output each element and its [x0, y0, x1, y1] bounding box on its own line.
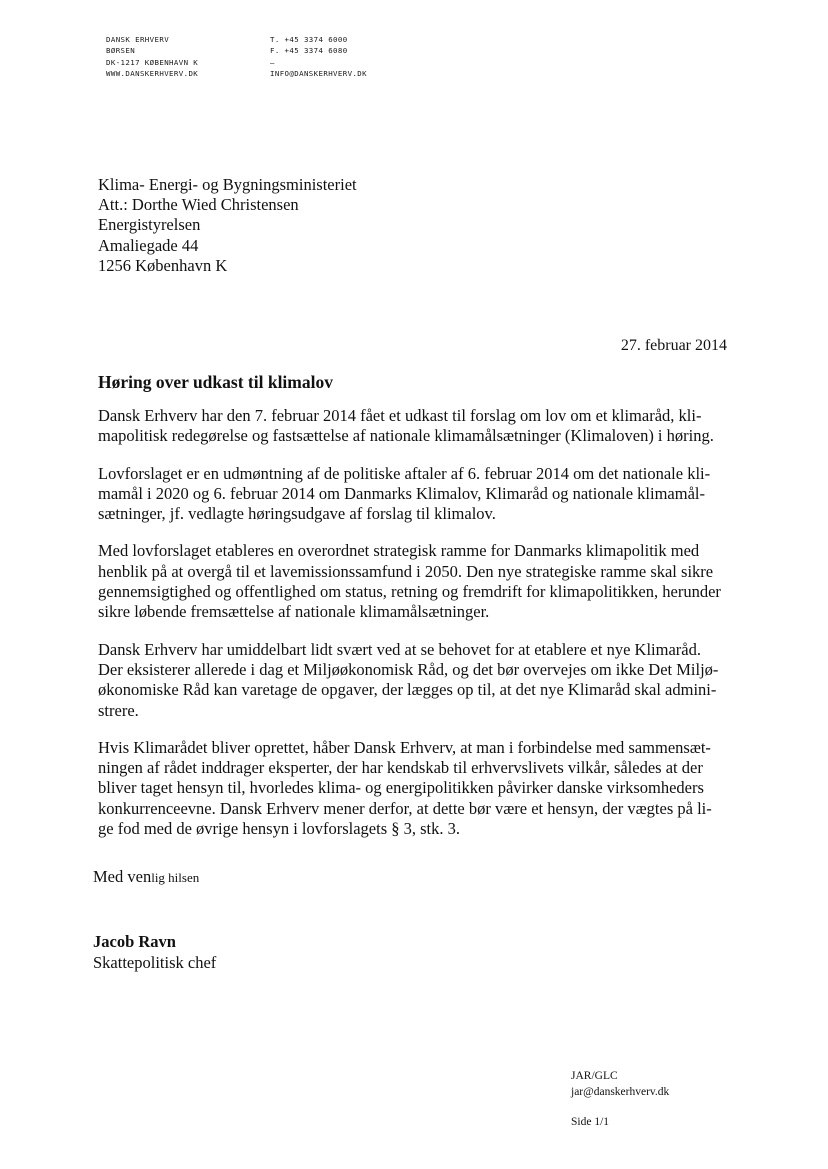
body-line: bliver taget hensyn til, hvorledes klima- og energipolitikken påvirker danske virksomheders — [98, 778, 704, 798]
signer-name: Jacob Ravn — [93, 932, 176, 951]
body-line: Med lovforslaget etableres en overordnet strategisk ramme for Danmarks klimapolitik med — [98, 541, 700, 561]
recipient-street: Amaliegade 44 — [98, 235, 199, 255]
body-line: Der eksisterer allerede i dag et Miljøøkonomisk Råd, og det bør overvejes om ikke Det Miljø- — [98, 659, 719, 679]
body-paragraph — [98, 738, 730, 839]
body-line: Lovforslaget er en udmøntning af de politiske aftaler af 6. februar 2014 om det nationale kli- — [98, 463, 711, 483]
body-line: økonomiske Råd kan varetage de opgaver, der lægges op til, at det nye Klimaråd skal admini- — [98, 680, 717, 700]
body-line: gennemsigtighed og offentlighed om status, retning og fremdrift for klimapolitikken, herunder — [98, 582, 721, 602]
letterhead-fax: F. +45 3374 6080 — [270, 46, 348, 56]
letterhead-contact — [270, 34, 367, 79]
recipient-ministry: Klima- Energi- og Bygningsministeriet — [98, 175, 357, 194]
signer-title: Skattepolitisk chef — [93, 952, 217, 972]
letterhead-postcode: DK-1217 KØBENHAVN K — [106, 57, 199, 67]
letterhead-building: BØRSEN — [106, 46, 136, 56]
letterhead-dash: – — [270, 57, 275, 67]
closing-small: lig hilsen — [151, 870, 200, 885]
letterhead-address — [106, 34, 198, 79]
body-line: Hvis Klimarådet bliver oprettet, håber Dansk Erhverv, at man i forbindelse med sammensæt- — [98, 737, 711, 757]
recipient-attention: Att.: Dorthe Wied Christensen — [98, 195, 299, 215]
recipient-city: 1256 København K — [98, 255, 228, 275]
letter-date: 27. februar 2014 — [620, 337, 727, 354]
body-line: Dansk Erhverv har den 7. februar 2014 fået et udkast til forslag om lov om et klimaråd, kli- — [98, 406, 702, 425]
body-paragraph — [98, 464, 730, 525]
reference-email: jar@danskerhverv.dk — [571, 1085, 670, 1098]
letterhead-website: WWW.DANSKERHVERV.DK — [106, 68, 199, 78]
body-line: konkurrenceevne. Dansk Erhverv mener derfor, at dette bør være et hensyn, der vægtes på li- — [98, 798, 712, 818]
recipient-agency: Energistyrelsen — [98, 215, 201, 235]
closing-salutation — [93, 867, 199, 887]
letter-heading: Høring over udkast til klimalov — [98, 372, 333, 392]
letterhead-phone: T. +45 3374 6000 — [270, 35, 348, 44]
letter-body — [98, 406, 730, 856]
recipient-address — [98, 175, 357, 276]
reference-initials: JAR/GLC — [571, 1070, 618, 1082]
reference-block — [571, 1069, 669, 1100]
signature-block — [93, 932, 216, 973]
body-line: sætninger, jf. vedlagte høringsudgave af forslag til klimalov. — [98, 504, 496, 524]
page-number: Side 1/1 — [571, 1116, 610, 1128]
body-line: mapolitisk redegørelse og fastsættelse af nationale klimamålsætninger (Klimaloven) i høring. — [98, 426, 714, 446]
closing-main: Med ven — [93, 867, 152, 886]
body-line: ningen af rådet inddrager eksperter, der har kendskab til erhvervslivets vilkår, således at der — [98, 758, 703, 778]
body-paragraph — [98, 406, 730, 447]
body-line: strere. — [98, 700, 139, 720]
letterhead-email: INFO@DANSKERHVERV.DK — [270, 68, 367, 78]
body-paragraph — [98, 640, 730, 721]
body-line: Dansk Erhverv har umiddelbart lidt svært ved at se behovet for at etablere et nye Klimaråd. — [98, 639, 701, 659]
body-paragraph — [98, 541, 730, 622]
body-line: sikre løbende fremsættelse af nationale klimamålsætninger. — [98, 602, 490, 622]
body-line: ge fod med de øvrige hensyn i lovforslagets § 3, stk. 3. — [98, 819, 461, 839]
body-line: mamål i 2020 og 6. februar 2014 om Danmarks Klimalov, Klimaråd og nationale klimamål- — [98, 483, 705, 503]
letterhead-company: DANSK ERHVERV — [106, 35, 170, 44]
body-line: henblik på at overgå til et lavemissionssamfund i 2050. Den nye strategiske ramme skal sikre — [98, 561, 714, 581]
